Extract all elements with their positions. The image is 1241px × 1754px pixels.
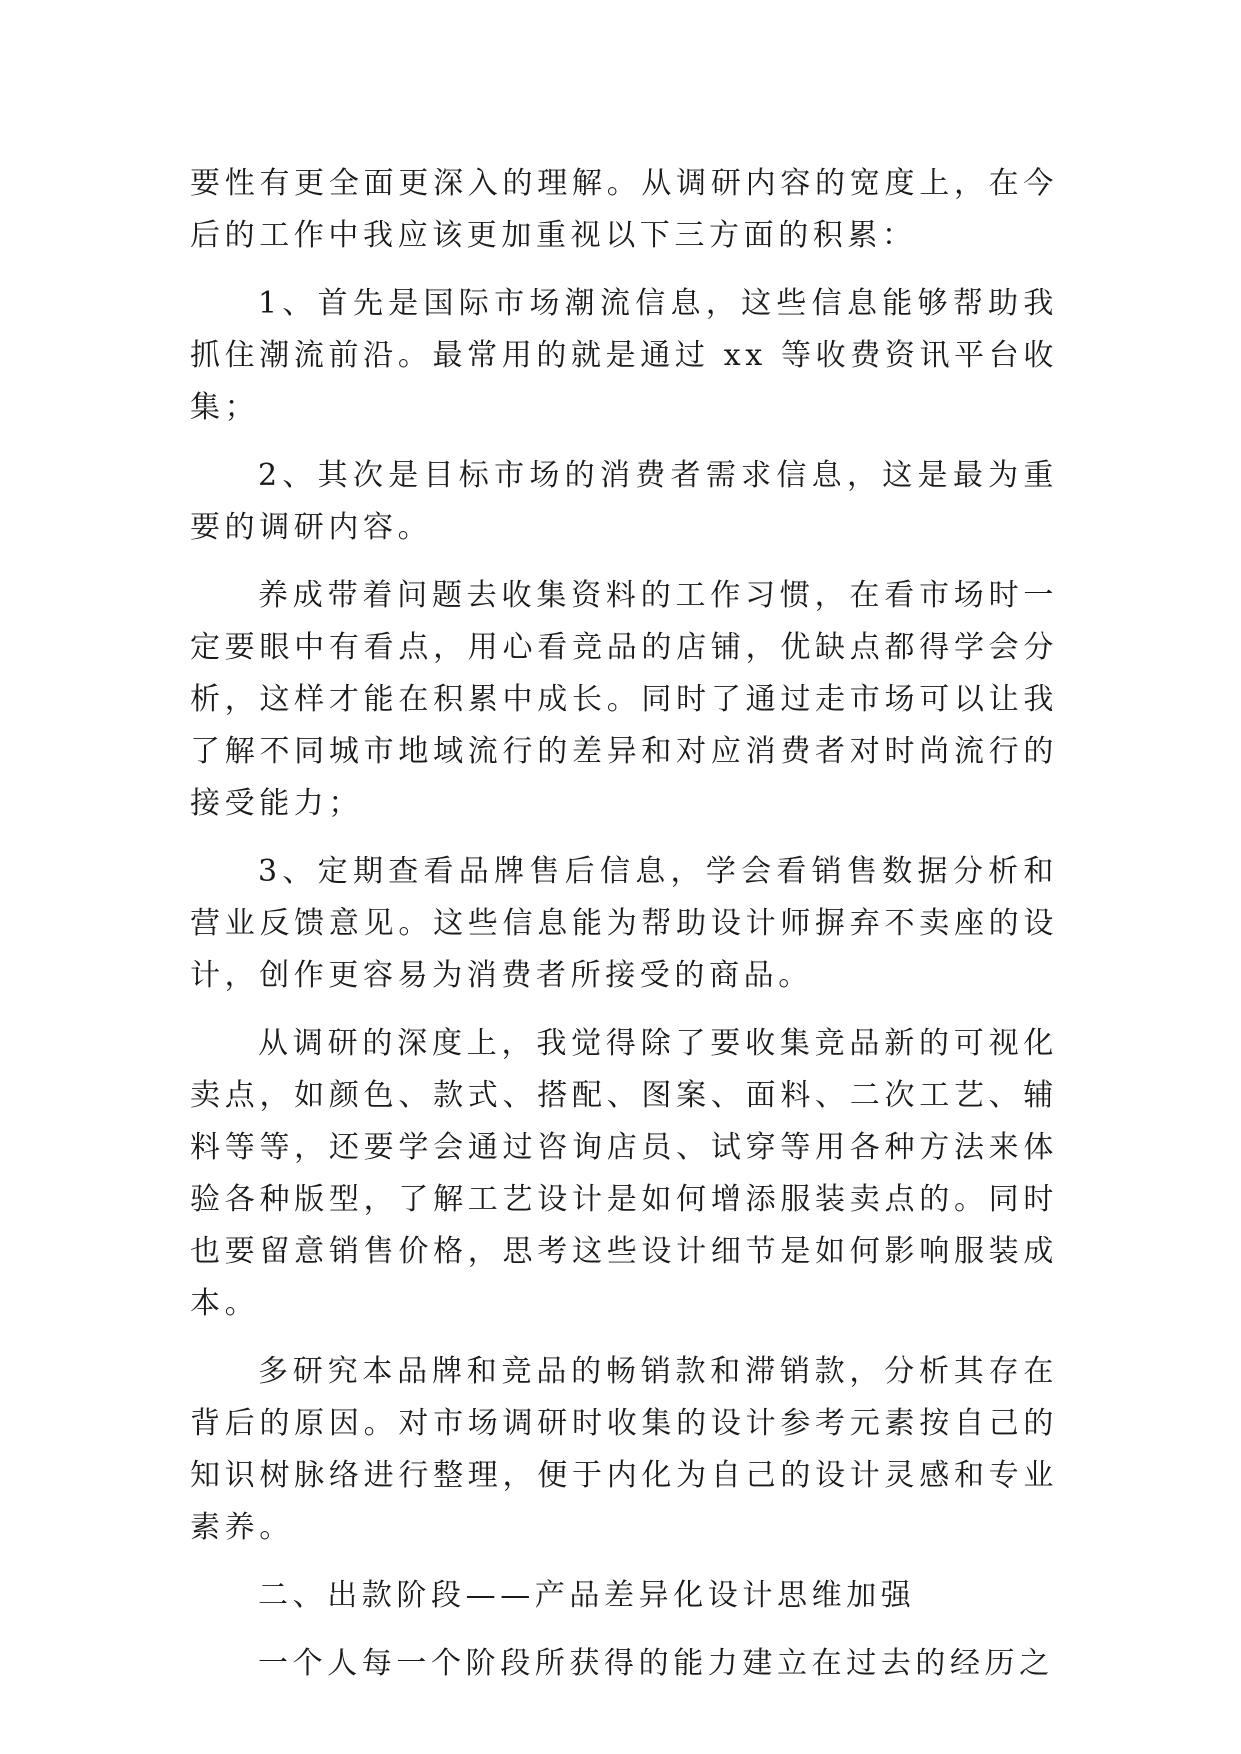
paragraph-8: 一个人每一个阶段所获得的能力建立在过去的经历之 [258,1646,1054,1681]
paragraph-4: 养成带着问题去收集资料的工作习惯，在看市场时一定要眼中有看点，用心看竞品的店铺，优缺点都得学会分析，这样才能在积累中成长。同时了通过走市场可以让我了解不同城市地域流行的差异和对应消费者对时尚流行的接受能力； [190,578,1058,821]
paragraph-5: 3、定期查看品牌售后信息，学会看销售数据分析和营业反馈意见。这些信息能为帮助设计师摒弃不卖座的设计，创作更容易为消费者所接受的商品。 [190,854,1058,993]
paragraph-3: 2、其次是目标市场的消费者需求信息，这是最为重要的调研内容。 [190,458,1058,545]
body-text [190,158,1058,1706]
paragraph-6: 从调研的深度上，我觉得除了要收集竞品新的可视化卖点，如颜色、款式、搭配、图案、面料、二次工艺、辅料等等，还要学会通过咨询店员、试穿等用各种方法来体验各种版型，了解工艺设计是如何增添服装卖点的。同时也要留意销售价格，思考这些设计细节是如何影响服装成本。 [190,1026,1058,1321]
paragraph-1: 要性有更全面更深入的理解。从调研内容的宽度上，在今后的工作中我应该更加重视以下三方面的积累： [190,166,1058,253]
paragraph-7: 多研究本品牌和竞品的畅销款和滞销款，分析其存在背后的原因。对市场调研时收集的设计参考元素按自己的知识树脉络进行整理，便于内化为自己的设计灵感和专业素养。 [190,1354,1058,1545]
paragraph-2: 1、首先是国际市场潮流信息，这些信息能够帮助我抓住潮流前沿。最常用的就是通过 xx 等收费资讯平台收集； [190,286,1058,425]
section-heading: 二、出款阶段——产品差异化设计思维加强 [258,1578,916,1613]
